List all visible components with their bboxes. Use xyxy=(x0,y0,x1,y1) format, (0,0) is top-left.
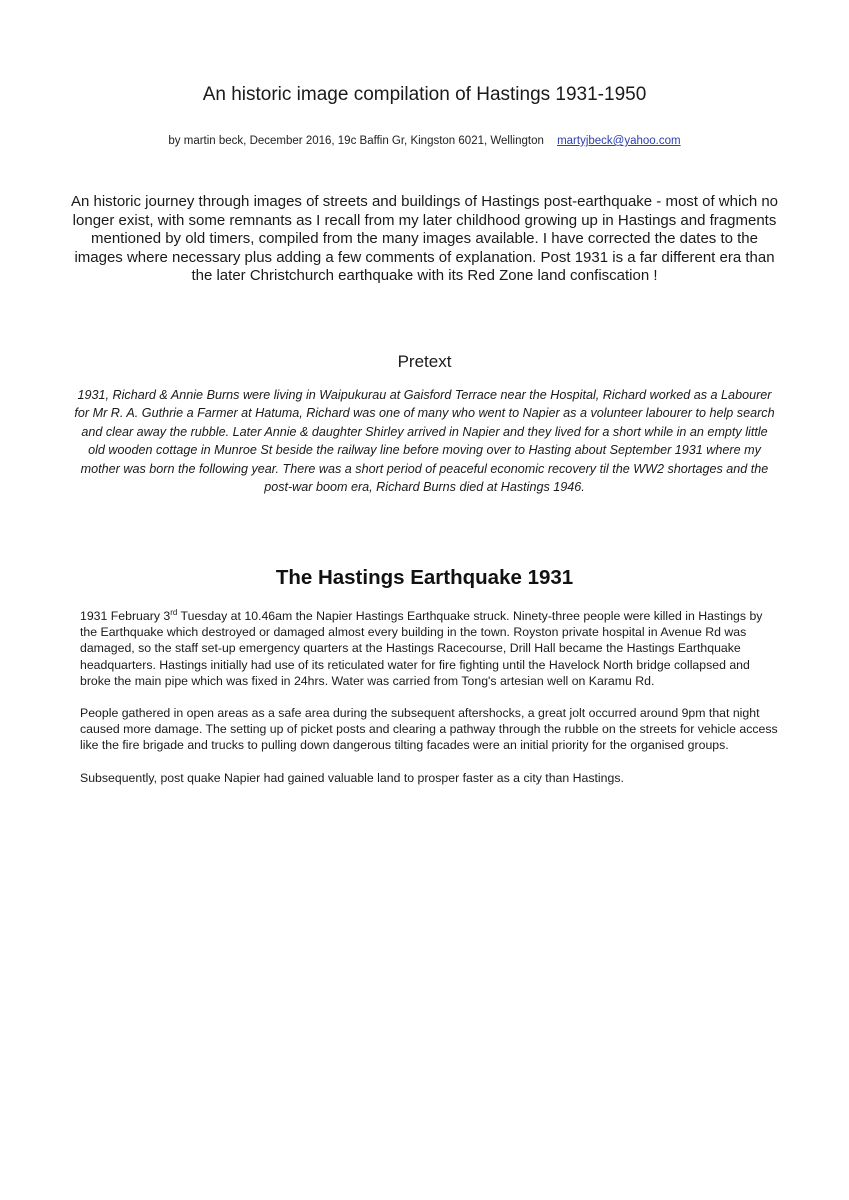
pretext-paragraph: 1931, Richard & Annie Burns were living in Waipukurau at Gaisford Terrace near the Hospital, Richard worked as a Labourer for Mr R. A. Guthrie a Farmer at Hatuma, Richard was one of many who went to Napier as a volunteer labourer to help search and clear away the rubble. Later Annie & daughter Shirley arrived in Napier and they lived for a short while in an empty little old wooden cottage in Munroe St beside the railway line before moving over to Hasting about September 1931 where my mother was born the following year. There was a short period of peaceful economic recovery til the WW2 shortages and the post-war boom era, Richard Burns died at Hastings 1946. xyxy=(74,388,775,495)
paragraph-1-lead: 1931 February 3 xyxy=(80,609,171,623)
earthquake-paragraph-1 xyxy=(80,608,780,689)
byline xyxy=(0,135,849,147)
pretext-heading: Pretext xyxy=(397,352,452,371)
intro-paragraph: An historic journey through images of streets and buildings of Hastings post-earthquake - most of which no longer exist, with some remnants as I recall from my later childhood growing up in Hastings and fragments mentioned by old timers, compiled from the many images available. I have corrected the dates to the images where necessary plus adding a few comments of explanation. Post 1931 is a far different era than the later Christchurch earthquake with its Red Zone land confiscation ! xyxy=(70,193,779,284)
earthquake-heading: The Hastings Earthquake 1931 xyxy=(275,566,574,589)
earthquake-paragraph-3: Subsequently, post quake Napier had gained valuable land to prosper faster as a city than Hastings. xyxy=(80,770,624,785)
earthquake-paragraph-2: People gathered in open areas as a safe area during the subsequent aftershocks, a great jolt occurred around 9pm that night caused more damage. The setting up of picket posts and clearing a pathway through the rubble on the streets for vehicle access like the fire brigade and trucks to pulling down dangerous tilting facades were an initial priority for the organised groups. xyxy=(80,706,778,753)
date-ordinal-suffix: rd xyxy=(170,607,178,617)
email-link[interactable]: martyjbeck@yahoo.com xyxy=(557,135,681,147)
document-title: An historic image compilation of Hastings 1931-1950 xyxy=(202,84,647,105)
paragraph-1-rest: Tuesday at 10.46am the Napier Hastings Earthquake struck. Ninety-three people were killed in Hastings by the Earthquake which destroyed or damaged almost every building in the town. Royston private hospital in Avenue Rd was damaged, so the staff set-up emergency quarters at the Hastings Racecourse, Drill Hall became the Hastings Earthquake headquarters. Hastings initially had use of its reticulated water for fire fighting until the Havelock North bridge collapsed and broke the main pipe which was fixed in 24hrs. Water was carried from Tong's artesian well on Karamu Rd. xyxy=(80,609,763,688)
earthquake-section xyxy=(80,608,780,802)
byline-text: by martin beck, December 2016, 19c Baffin Gr, Kingston 6021, Wellington xyxy=(168,135,544,147)
